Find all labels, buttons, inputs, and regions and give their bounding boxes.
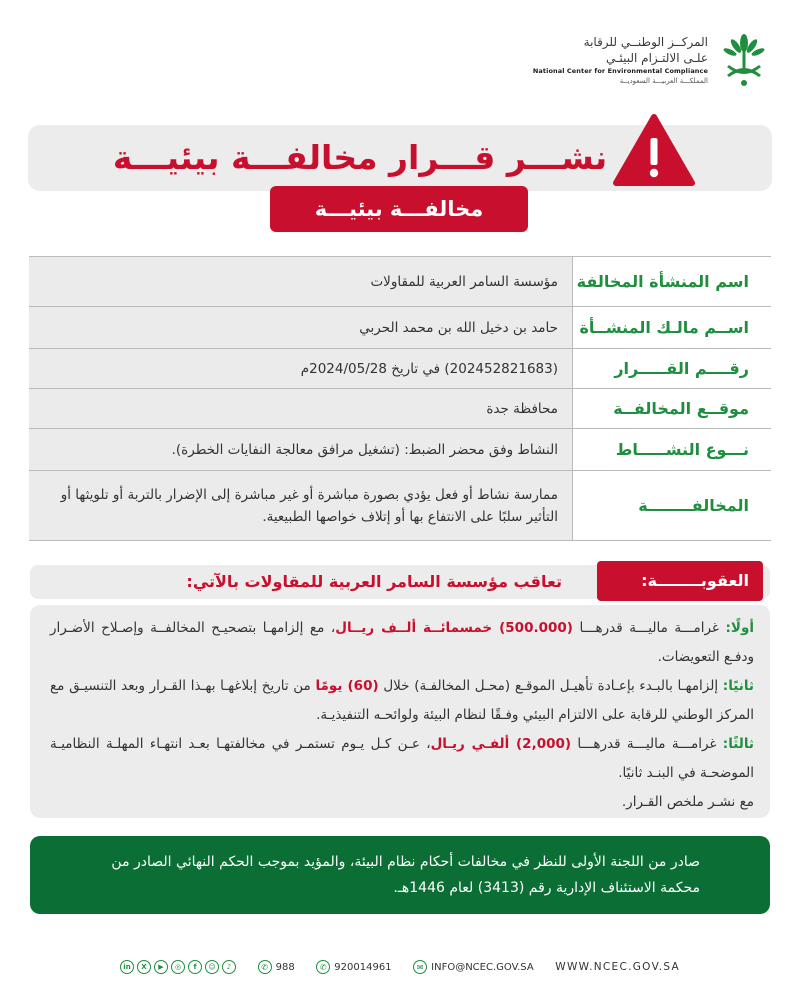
- row-label: اسم المنشأة المخالفة: [572, 257, 771, 306]
- penalty-item-3: [50, 730, 754, 788]
- table-row: [29, 429, 771, 471]
- penalty-text: إلزامهـا بالبـدء بإعـادة تأهيـل الموقـع (محـل المخالفـة) خلال: [378, 678, 723, 694]
- contact-footer: [120, 955, 680, 979]
- warning-icon: [612, 113, 696, 188]
- logo-name-english: National Center for Environmental Compliance: [532, 66, 708, 75]
- table-row: [29, 307, 771, 349]
- row-value: مؤسسة السامر العربية للمقاولات: [29, 257, 572, 306]
- phone-icon: ✆: [258, 960, 272, 974]
- logo-text: [533, 34, 708, 86]
- email-link[interactable]: [413, 960, 534, 974]
- row-label: اســم مالـك المنشــأة: [572, 307, 771, 348]
- table-row: [29, 257, 771, 307]
- logo-name-line1: المركــز الوطنــي للرقابة: [583, 34, 708, 49]
- logo-name-line2: علـى الالتـزام البيئـي: [605, 50, 708, 65]
- table-row: [29, 471, 771, 541]
- short-number-text: 988: [275, 961, 295, 973]
- email-icon: ✉: [413, 960, 427, 974]
- penalty-ordinal: ثالثًا:: [722, 736, 754, 752]
- penalties-body: [30, 605, 770, 818]
- issuer-statement: صادر من اللجنة الأولى للنظر في مخالفات أحكام نظام البيئة، والمؤيد بموجب الحكم النهائي الصادر من محكمة الاستئناف الإدارية رقم (3413) لعام 1446هـ.: [30, 836, 770, 914]
- row-label: نـــوع النشـــــاط: [572, 429, 771, 470]
- header: [380, 22, 768, 97]
- penalty-item-1: [50, 614, 754, 672]
- email-text: INFO@NCEC.GOV.SA: [431, 961, 534, 973]
- row-value: النشاط وفق محضر الضبط: (تشغيل مرافق معالجة النفايات الخطرة).: [29, 429, 572, 470]
- penalties-title: تعاقب مؤسسة السامر العربية للمقاولات بالآتي:: [186, 572, 562, 591]
- penalty-text: من تاريخ إبلاغهـا بهـذا القـرار وبعد التنسيـق مع المركز الوطني للرقابة على الالتزام البيئي وفـقًا لنظام البيئة ولوائحـه التنفيذيـة.: [50, 678, 754, 723]
- tiktok-icon[interactable]: ♪: [222, 960, 236, 974]
- row-label: رقــــم القـــــرار: [572, 349, 771, 388]
- whatsapp-icon: ✆: [316, 960, 330, 974]
- subtitle-badge: مخالفـــة بيئيـــة: [270, 186, 528, 232]
- penalty-item-2: [50, 672, 754, 730]
- linkedin-icon[interactable]: in: [120, 960, 134, 974]
- penalty-ordinal: ثانيًا:: [722, 678, 754, 694]
- page-title: نشـــر قـــرار مخالفـــة بيئيـــة: [112, 138, 608, 177]
- penalty-text: ، عـن كـل يـوم تستمـر في مخالفتهـا بعـد انتهـاء المهلـة النظاميـة الموضحـة في البنـد ثانيًا.: [50, 736, 754, 781]
- youtube-icon[interactable]: ▶: [154, 960, 168, 974]
- penalty-text: غرامـــة ماليـــة قدرهـــا: [572, 620, 726, 636]
- x-icon[interactable]: X: [137, 960, 151, 974]
- penalty-text: غرامـــة ماليـــة قدرهـــا: [571, 736, 723, 752]
- ncec-logo-icon: [720, 30, 768, 90]
- snapchat-icon[interactable]: ☺: [205, 960, 219, 974]
- facebook-icon[interactable]: f: [188, 960, 202, 974]
- row-value: (202452821683) في تاريخ 2024/05/28م: [29, 349, 572, 388]
- table-row: [29, 389, 771, 429]
- penalties-label: العقوبــــــــة:: [597, 561, 763, 601]
- penalty-text: ، مع إلزامهـا بتصحيـح المخالفــة وإصـلاح الأضـرار ودفـع التعويضات.: [50, 620, 754, 665]
- instagram-icon[interactable]: ◎: [171, 960, 185, 974]
- row-label: موقــع المخالفــة: [572, 389, 771, 428]
- logo-country: المملكـــة العربيـــة السعوديــة: [619, 76, 708, 85]
- table-row: [29, 349, 771, 389]
- penalty-amount: (500.000) خمسمائــة ألــف ريــال: [335, 620, 573, 636]
- violation-info-table: [29, 256, 771, 541]
- penalty-amount: (2,000) ألفـي ريـال: [430, 736, 572, 752]
- social-links: [120, 960, 236, 974]
- penalty-ordinal: أولًا:: [725, 620, 755, 636]
- penalty-days: (60) يومًا: [315, 678, 379, 694]
- website-link[interactable]: WWW.NCEC.GOV.SA: [555, 961, 680, 973]
- phone-number-text: 920014961: [334, 961, 392, 973]
- penalty-item-4: مع نشـر ملخص القـرار.: [621, 794, 754, 810]
- row-value: محافظة جدة: [29, 389, 572, 428]
- short-number[interactable]: [258, 960, 295, 974]
- row-value: ممارسة نشاط أو فعل يؤدي بصورة مباشرة أو غير مباشرة إلى الإضرار بالتربة أو تلويثها أو التأثير سلبًا على الانتفاع بها أو إتلاف خواصها الطبيعية.: [29, 471, 572, 540]
- row-value: حامد بن دخيل الله بن محمد الحربي: [29, 307, 572, 348]
- row-label: المخالفــــــــة: [572, 471, 771, 540]
- phone-number[interactable]: [316, 960, 391, 974]
